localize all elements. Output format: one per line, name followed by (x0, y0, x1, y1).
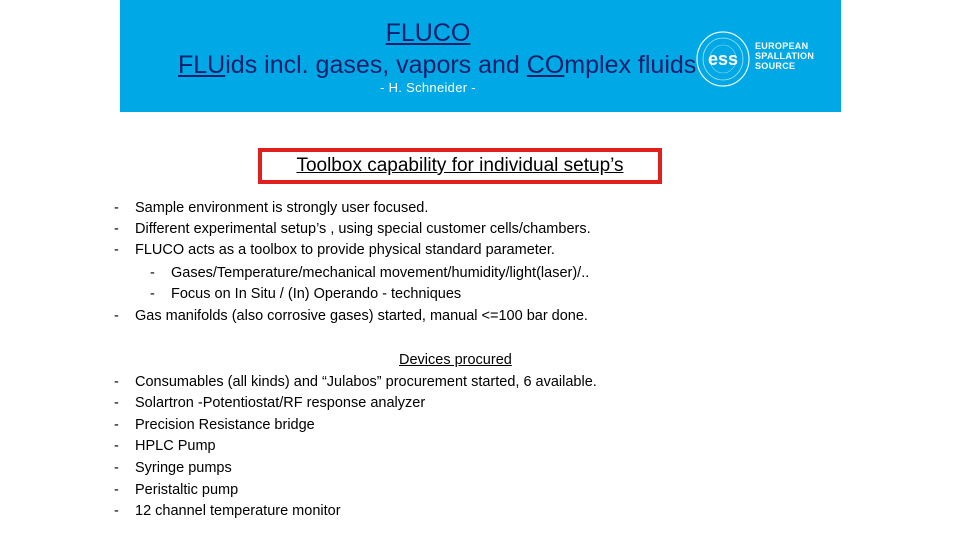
bullet-text: Gases/Temperature/mechanical movement/humidity/light(laser)/.. (171, 265, 590, 281)
bullet-dash: - (114, 460, 119, 476)
bullet-text: Precision Resistance bridge (135, 417, 315, 433)
bullet-dash: - (114, 221, 119, 237)
bullet-text: Peristaltic pump (135, 482, 239, 498)
subtitle-part: FLU (178, 51, 226, 79)
section-heading-box (258, 148, 662, 184)
bullet-dash: - (114, 482, 119, 498)
title-banner (120, 0, 841, 112)
bullet-text: Solartron -Potentiostat/RF response analyzer (135, 395, 426, 411)
bullet-text: 12 channel temperature monitor (135, 503, 341, 519)
ess-logo (695, 28, 835, 90)
bullet-dash: - (150, 286, 155, 302)
bullet-dash: - (114, 395, 119, 411)
section-heading: Toolbox capability for individual setup’s (296, 155, 624, 176)
bullet-dash: - (114, 503, 119, 519)
bullet-dash: - (114, 438, 119, 454)
logo-line: EUROPEAN (755, 41, 809, 51)
bullet-text: HPLC Pump (135, 438, 216, 454)
ess-logo-mark: ess (707, 49, 739, 69)
slide-title (120, 18, 736, 48)
ess-logo-text (755, 41, 814, 71)
title-line-1: FLUCO (385, 19, 471, 47)
bullet-text: Gas manifolds (also corrosive gases) started, manual <=100 bar done. (135, 308, 588, 324)
bullet-text: Syringe pumps (135, 460, 232, 476)
bullet-dash: - (114, 374, 119, 390)
bullet-dash: - (114, 417, 119, 433)
bullet-dash: - (114, 200, 119, 216)
logo-line: SOURCE (755, 61, 796, 71)
devices-title: Devices procured (399, 352, 512, 368)
subtitle-part: CO (526, 51, 565, 79)
subtitle-part: mplex fluids (564, 51, 697, 79)
subtitle-part: ids incl. gases, vapors and (225, 51, 527, 79)
author-line: - H. Schneider - (380, 80, 476, 95)
bullet-text: Different experimental setup’s , using special customer cells/chambers. (135, 221, 591, 237)
slide-subtitle (178, 50, 696, 80)
bullet-dash: - (114, 242, 119, 258)
bullet-text: Sample environment is strongly user focused. (135, 200, 429, 216)
bullet-text: Consumables (all kinds) and “Julabos” procurement started, 6 available. (135, 374, 597, 390)
bullet-dash: - (150, 265, 155, 281)
bullet-dash: - (114, 308, 119, 324)
bullet-text: Focus on In Situ / (In) Operando - techniques (171, 286, 462, 302)
bullet-text: FLUCO acts as a toolbox to provide physical standard parameter. (135, 242, 555, 258)
logo-line: SPALLATION (755, 51, 815, 61)
ess-logo-icon (695, 28, 753, 90)
